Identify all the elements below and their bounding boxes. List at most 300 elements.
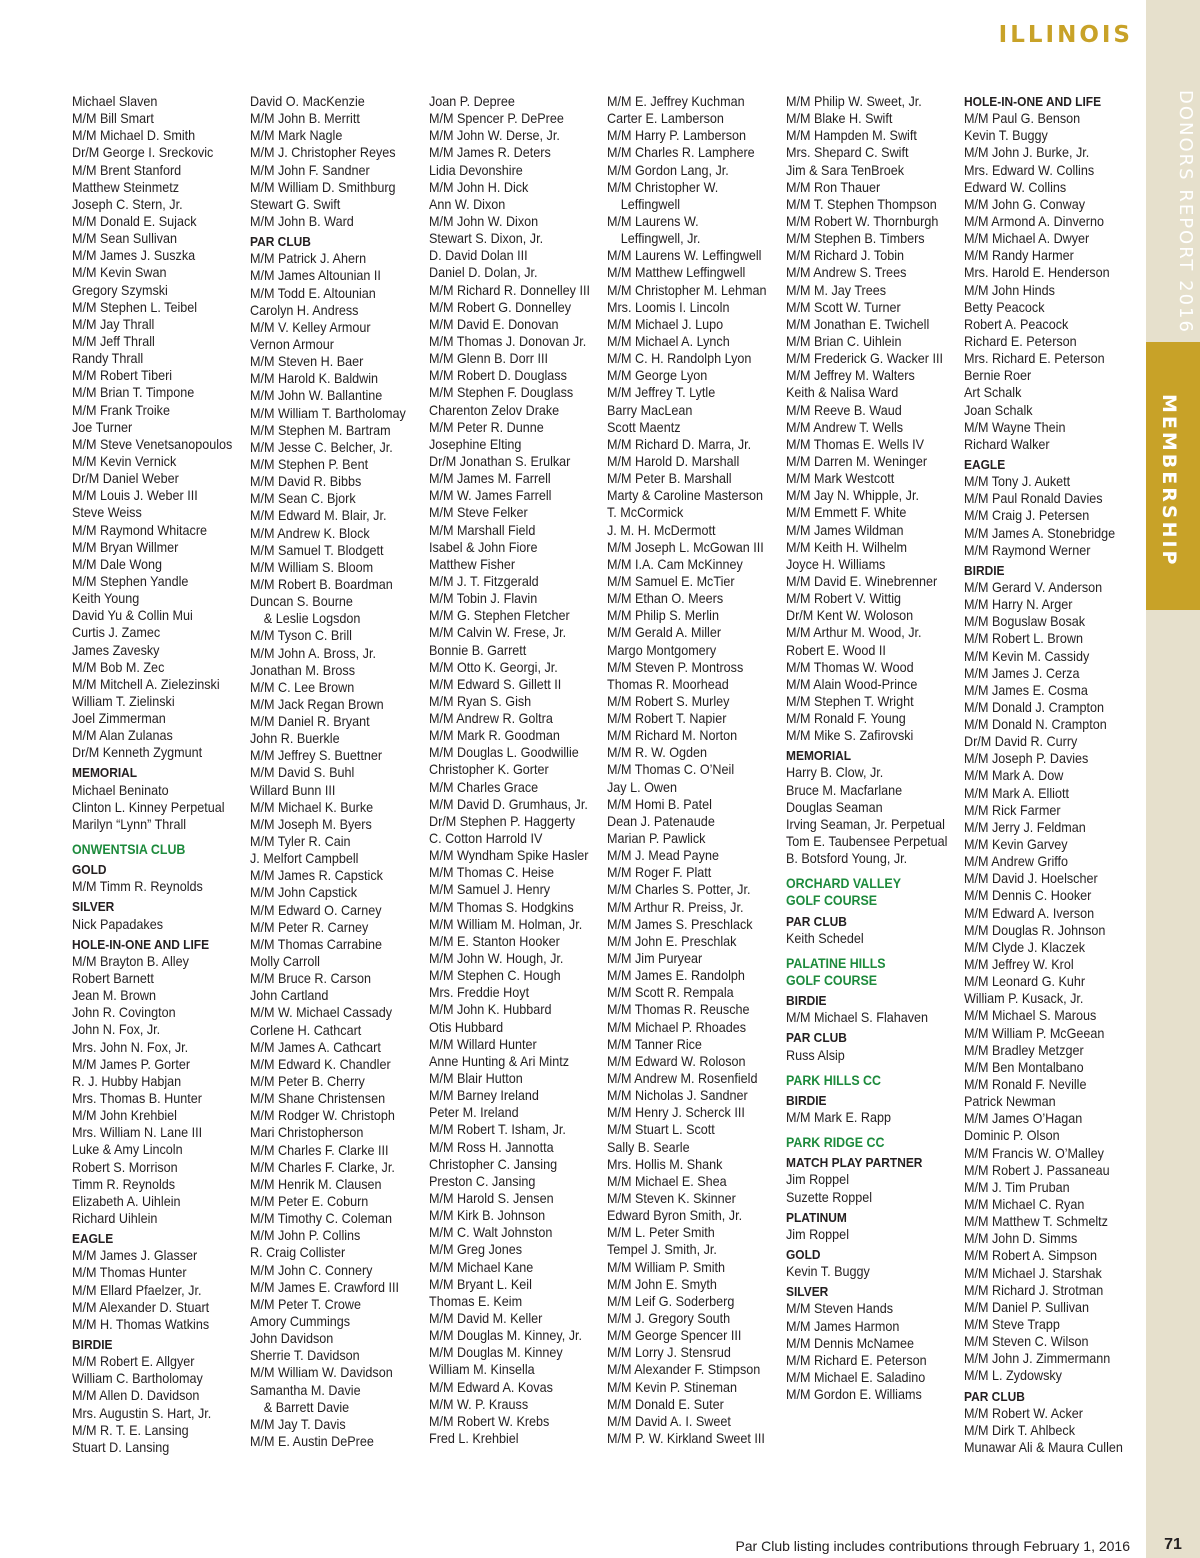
donor-name: Bruce M. Macfarlane — [786, 782, 903, 798]
donor-name: M/M Frederick G. Wacker III — [786, 351, 943, 367]
donor-name: Mrs. Augustin S. Hart, Jr. — [72, 1405, 212, 1421]
section-heading: MEMORIAL — [786, 748, 852, 764]
donor-name: Thomas E. Keim — [429, 1293, 523, 1309]
donor-name: Jean M. Brown — [72, 988, 156, 1004]
donor-name: M/M David S. Buhl — [250, 765, 355, 781]
donor-name: M/M Leif G. Soderberg — [607, 1293, 735, 1309]
donor-name: Scott Maentz — [607, 419, 681, 435]
donor-name: Keith Schedel — [786, 930, 864, 946]
donor-name: M/M Brayton B. Alley — [72, 953, 189, 969]
donor-name: M/M C. Lee Brown — [250, 679, 355, 695]
donor-name: Dr/M Kenneth Zygmunt — [72, 745, 203, 761]
section-heading: GOLD — [786, 1247, 821, 1262]
section-heading: MEMORIAL — [72, 765, 138, 781]
donor-name: M/M Steve Felker — [429, 505, 528, 521]
donor-name: M/M John H. Dick — [429, 179, 529, 195]
donor-name: Fred L. Krehbiel — [429, 1430, 519, 1446]
donor-name: M/M J. Christopher Reyes — [250, 145, 396, 161]
donor-name: M/M Bob M. Zec — [72, 659, 165, 675]
donor-name: Samantha M. Davie — [250, 1382, 361, 1398]
donor-name: M/M J. Mead Payne — [607, 848, 719, 864]
section-heading: EAGLE — [72, 1231, 114, 1247]
donor-name: M/M Daniel R. Bryant — [250, 714, 370, 730]
donor-name: M/M R. T. E. Lansing — [72, 1422, 189, 1438]
donor-name: M/M Harold K. Baldwin — [250, 371, 379, 387]
donor-name: M/M Edward A. Kovas — [429, 1379, 553, 1395]
donor-name: M/M Charles S. Potter, Jr. — [607, 882, 751, 898]
donor-name: Marian P. Pawlick — [607, 831, 706, 847]
donor-name: Robert E. Wood II — [786, 642, 886, 658]
donor-name: & Leslie Logsdon — [263, 611, 361, 627]
donor-name: M/M Tyler R. Cain — [250, 834, 351, 850]
donor-name: Curtis J. Zamec — [72, 625, 161, 641]
donor-name: M/M Thomas Carrabine — [250, 936, 383, 952]
donor-name: M/M Stephen Yandle — [72, 573, 189, 589]
donor-name: M/M James A. Cathcart — [250, 1039, 381, 1055]
donor-name: M/M Thomas E. Wells IV — [786, 436, 925, 452]
donor-name: Irving Seaman, Jr. Perpetual — [786, 816, 945, 832]
donor-name: M/M John W. Derse, Jr. — [429, 128, 560, 144]
donor-name: M/M Jeff Thrall — [72, 333, 155, 349]
donor-name: M/M Kevin Vernick — [72, 453, 177, 469]
donor-name: Mrs. Freddie Hoyt — [429, 985, 530, 1001]
donor-name: M/M Edward W. Roloson — [607, 1053, 746, 1069]
donor-name: M/M William W. Davidson — [250, 1365, 393, 1381]
donor-name: M/M Michael D. Smith — [72, 128, 196, 144]
donor-column-3 — [429, 93, 601, 1447]
donor-name: M/M Blake H. Swift — [786, 111, 893, 127]
donor-name: M/M Steve Venetsanopoulos — [72, 436, 233, 452]
page-number: 71 — [1164, 1536, 1182, 1553]
donor-name: Richard Walker — [964, 436, 1050, 452]
donor-name: M/M Reeve B. Waud — [786, 402, 902, 418]
donor-name: Edward W. Collins — [964, 179, 1067, 195]
donor-column-1 — [72, 93, 242, 1456]
donor-name: M/M Stephen B. Timbers — [786, 231, 925, 247]
donor-name: Dr/M George I. Sreckovic — [72, 145, 214, 161]
donor-name: J. M. H. McDermott — [607, 522, 716, 538]
donor-name: Mrs. William N. Lane III — [72, 1125, 203, 1141]
donor-name: M/M James S. Preschlack — [607, 916, 753, 932]
donor-name: M/M John W. Dixon — [429, 213, 539, 229]
donor-name: M/M Jay Thrall — [72, 316, 155, 332]
donor-name: Robert S. Morrison — [72, 1159, 178, 1175]
donor-name: M/M Robert L. Brown — [964, 631, 1083, 647]
donor-name: M/M Richard R. Donnelley III — [429, 282, 590, 298]
donor-name: M/M Wyndham Spike Hasler — [429, 848, 589, 864]
donor-name: Stewart G. Swift — [250, 196, 341, 212]
donor-name: M/M Michael K. Burke — [250, 799, 374, 815]
section-heading: HOLE-IN-ONE AND LIFE — [72, 936, 210, 952]
donor-name: M/M William S. Bloom — [250, 559, 374, 575]
donor-name: M/M Jim Puryear — [607, 951, 703, 967]
donor-name: M/M Scott W. Turner — [786, 299, 901, 315]
donor-name: Robert A. Peacock — [964, 316, 1069, 332]
donor-name: M/M Jeffrey M. Walters — [786, 368, 915, 384]
donor-name: T. McCormick — [607, 505, 684, 521]
donor-name: M/M I.A. Cam McKinney — [607, 556, 743, 572]
donor-name: Margo Montgomery — [607, 642, 717, 658]
donor-name: Matthew Fisher — [429, 556, 516, 572]
donor-name: M/M Thomas Hunter — [72, 1265, 187, 1281]
donor-name: John Davidson — [250, 1331, 334, 1347]
donor-name: M/M Mark E. Rapp — [786, 1110, 891, 1126]
donor-name: M/M Michael J. Lupo — [607, 316, 724, 332]
donor-name: M/M Leonard G. Kuhr — [964, 974, 1086, 990]
donor-name: Kevin T. Buggy — [786, 1264, 870, 1280]
donor-name: M/M James E. Crawford III — [250, 1279, 400, 1295]
donor-name: M/M Steven C. Wilson — [964, 1334, 1089, 1350]
donor-name: M/M William D. Smithburg — [250, 179, 396, 195]
donor-name: Kevin T. Buggy — [964, 128, 1048, 144]
donor-name: M/M Donald N. Crampton — [964, 717, 1107, 733]
donor-name: M/M Richard M. Norton — [607, 728, 738, 744]
donor-name: Otis Hubbard — [429, 1019, 504, 1035]
donor-name: M/M Francis W. O’Malley — [964, 1145, 1104, 1161]
donor-name: M/M Ron Thauer — [786, 179, 881, 195]
donor-column-2 — [250, 93, 422, 1450]
donor-name: M/M James R. Deters — [429, 145, 551, 161]
donor-name: M/M Jesse C. Belcher, Jr. — [250, 439, 393, 455]
donor-name: M/M Brent Stanford — [72, 162, 182, 178]
club-heading: GOLF COURSE — [786, 893, 878, 909]
donor-name: M/M Steve Trapp — [964, 1316, 1060, 1332]
donor-name: M/M Christopher W. — [607, 179, 719, 195]
donor-name: M/M Otto K. Georgi, Jr. — [429, 659, 558, 675]
donor-name: M/M Donald J. Crampton — [964, 699, 1104, 715]
donor-name: M/M J. Tim Pruban — [964, 1179, 1070, 1195]
donor-name: M/M John Krehbiel — [72, 1108, 177, 1124]
donor-name: M/M Andrew S. Trees — [786, 265, 907, 281]
donor-name: M/M Roger F. Platt — [607, 865, 712, 881]
donor-name: M/M Philip S. Merlin — [607, 608, 719, 624]
donor-name: M/M Robert V. Wittig — [786, 591, 901, 607]
donor-name: Willard Bunn III — [250, 782, 336, 798]
donor-name: M/M David E. Donovan — [429, 316, 559, 332]
donor-name: M/M Daniel P. Sullivan — [964, 1299, 1090, 1315]
section-heading: PLATINUM — [786, 1209, 847, 1225]
donor-name: M/M Peter B. Marshall — [607, 471, 732, 487]
donor-name: M/M C. Walt Johnston — [429, 1225, 553, 1241]
donor-name: M/M James Wildman — [786, 522, 904, 538]
section-heading: PAR CLUB — [786, 1030, 847, 1046]
donor-name: M/M William P. Smith — [607, 1259, 726, 1275]
donor-name: Molly Carroll — [250, 954, 320, 970]
donor-name: M/M Andrew K. Block — [250, 525, 370, 541]
donor-name: Sally B. Searle — [607, 1139, 690, 1155]
donor-name: M/M Emmett F. White — [786, 505, 907, 521]
donor-name: M/M Paul G. Benson — [964, 111, 1081, 127]
donor-name: M/M Wayne Thein — [964, 419, 1066, 435]
donor-name: M/M Alan Zulanas — [72, 728, 173, 744]
donor-name: M/M Robert J. Passaneau — [964, 1162, 1110, 1178]
donor-name: M/M Marshall Field — [429, 522, 536, 538]
donor-name: M/M Douglas R. Johnson — [964, 922, 1106, 938]
donor-name: Carter E. Lamberson — [607, 111, 724, 127]
donor-name: William C. Bartholomay — [72, 1371, 203, 1387]
donor-name: M/M John C. Connery — [250, 1262, 373, 1278]
donor-name: M/M Sean C. Bjork — [250, 491, 356, 507]
donor-name: M/M Thomas S. Hodgkins — [429, 899, 574, 915]
donor-name: M/M Nicholas J. Sandner — [607, 1088, 748, 1104]
donor-name: M/M John A. Bross, Jr. — [250, 645, 376, 661]
donor-name: M/M Samuel J. Henry — [429, 882, 551, 898]
donor-name: M/M Jeffrey W. Krol — [964, 957, 1074, 973]
donor-name: M/M Michael S. Flahaven — [786, 1010, 929, 1026]
donor-name: Richard Uihlein — [72, 1211, 158, 1226]
donor-name: M/M Peter E. Coburn — [250, 1194, 369, 1209]
club-heading: ONWENTSIA CLUB — [72, 842, 186, 858]
donor-name: M/M Steven K. Skinner — [607, 1191, 736, 1206]
donor-name: M/M Samuel T. Blodgett — [250, 542, 384, 558]
donor-name: M/M Bruce R. Carson — [250, 971, 372, 987]
donor-name: M/M Frank Troike — [72, 402, 170, 418]
donor-name: M/M Stephen C. Hough — [429, 968, 561, 984]
donor-name: M/M Edward M. Blair, Jr. — [250, 508, 387, 524]
donor-name: Edward Byron Smith, Jr. — [607, 1208, 743, 1224]
donor-name: Stewart S. Dixon, Jr. — [429, 231, 544, 247]
donor-name: David Yu & Collin Mui — [72, 608, 193, 624]
donor-name: M/M John E. Preschlak — [607, 933, 737, 949]
donor-name: M/M Laurens W. Leffingwell — [607, 248, 762, 264]
donor-name: M/M T. Stephen Thompson — [786, 196, 937, 212]
donor-name: M/M David R. Bibbs — [250, 474, 362, 490]
donor-name: M/M Alain Wood-Prince — [786, 676, 918, 692]
donor-name: Mrs. Richard E. Peterson — [964, 351, 1105, 367]
donor-name: M/M Richard J. Strotman — [964, 1282, 1104, 1298]
donor-name: Gregory Szymski — [72, 282, 168, 298]
donor-name: M/M Andrew M. Rosenfield — [607, 1071, 758, 1087]
donor-name: M/M Michael E. Saladino — [786, 1369, 926, 1385]
donor-name: Vernon Armour — [250, 336, 335, 352]
donor-name: M/M L. Peter Smith — [607, 1225, 715, 1241]
donor-name: M/M Edward O. Carney — [250, 902, 382, 918]
donor-name: M/M Gerald A. Miller — [607, 625, 722, 641]
donor-name: M/M Tony J. Aukett — [964, 474, 1071, 490]
donor-name: M/M Armond A. Dinverno — [964, 213, 1104, 229]
donor-name: Ann W. Dixon — [429, 196, 506, 212]
donor-name: M/M E. Austin DePree — [250, 1433, 374, 1449]
donor-name: M/M John D. Simms — [964, 1231, 1078, 1247]
donor-name: M/M Patrick J. Ahern — [250, 251, 367, 267]
donor-name: M/M Robert T. Napier — [607, 711, 727, 727]
donor-name: Joan Schalk — [964, 402, 1033, 418]
donor-name: M/M John B. Ward — [250, 213, 354, 229]
donor-name: M/M Thomas C. O’Neil — [607, 762, 735, 778]
donor-name: M/M Craig J. Petersen — [964, 508, 1090, 524]
donor-name: M/M Jerry J. Feldman — [964, 819, 1086, 835]
section-heading: PAR CLUB — [964, 1388, 1025, 1404]
donor-name: M/M John J. Burke, Jr. — [964, 145, 1090, 161]
donor-name: M/M Alexander D. Stuart — [72, 1299, 210, 1315]
donor-name: M/M Timm R. Reynolds — [72, 879, 203, 895]
donor-name: Harry B. Clow, Jr. — [786, 765, 884, 781]
donor-name: Christopher C. Jansing — [429, 1156, 558, 1172]
donor-name: M/M Shane Christensen — [250, 1091, 386, 1107]
donor-name: M/M J. T. Fitzgerald — [429, 573, 539, 589]
donor-name: M/M Mark R. Goodman — [429, 728, 560, 744]
donor-name: Joseph C. Stern, Jr. — [72, 196, 183, 212]
donor-name: Jim Roppel — [786, 1226, 849, 1242]
donor-name: M/M David D. Grumhaus, Jr. — [429, 796, 588, 812]
donor-name: Barry MacLean — [607, 402, 693, 418]
donor-name: M/M James O’Hagan — [964, 1111, 1083, 1127]
section-heading: MATCH PLAY PARTNER — [786, 1155, 923, 1171]
donor-name: R. Craig Collister — [250, 1245, 346, 1261]
donor-name: M/M Darren M. Weninger — [786, 453, 928, 469]
donor-name: M/M Joseph M. Byers — [250, 816, 372, 832]
donor-name: M/M C. H. Randolph Lyon — [607, 351, 752, 367]
donor-name: M/M Mitchell A. Zielezinski — [72, 676, 220, 692]
donor-name: Dr/M Kent W. Woloson — [786, 608, 914, 624]
donor-name: Josephine Elting — [429, 436, 522, 452]
donor-name: M/M Henrik M. Clausen — [250, 1176, 382, 1192]
section-heading: BIRDIE — [964, 562, 1005, 578]
donor-name: M/M Ronald F. Neville — [964, 1077, 1087, 1093]
donor-name: M/M H. Thomas Watkins — [72, 1316, 210, 1332]
donor-name: Preston C. Jansing — [429, 1173, 536, 1189]
donor-name: Betty Peacock — [964, 299, 1045, 315]
membership-tab-label: MEMBERSHIP — [1158, 394, 1180, 568]
donor-name: M/M Richard E. Peterson — [786, 1352, 927, 1368]
donor-name: Jonathan M. Bross — [250, 662, 355, 678]
donor-column-4 — [607, 93, 779, 1447]
donor-name: M/M Bill Smart — [72, 111, 154, 127]
donor-name: M/M Gordon Lang, Jr. — [607, 162, 729, 178]
donor-name: M/M Jay N. Whipple, Jr. — [786, 488, 919, 504]
donor-name: Suzette Roppel — [786, 1189, 873, 1205]
donor-name: Art Schalk — [964, 385, 1022, 401]
donor-name: M/M Jeffrey T. Lytle — [607, 385, 716, 401]
donor-name: M/M Edward S. Gillett II — [429, 676, 562, 692]
donor-name: M/M Thomas J. Donovan Jr. — [429, 333, 587, 349]
donor-name: John R. Covington — [72, 1005, 176, 1021]
donor-name: M/M Steven H. Baer — [250, 354, 364, 370]
donor-name: Duncan S. Bourne — [250, 594, 353, 610]
club-heading: ORCHARD VALLEY — [786, 876, 902, 892]
donor-name: M/M Arthur M. Wood, Jr. — [786, 625, 922, 641]
donor-name: Joel Zimmerman — [72, 711, 166, 727]
donor-name: M/M Glenn B. Dorr III — [429, 351, 548, 367]
donor-name: M/M John W. Ballantine — [250, 388, 383, 404]
section-heading: HOLE-IN-ONE AND LIFE — [964, 94, 1102, 109]
donor-name: M/M Robert E. Allgyer — [72, 1354, 195, 1370]
donor-name: M/M Ross H. Jannotta — [429, 1139, 554, 1155]
donor-name: Charenton Zelov Drake — [429, 402, 560, 418]
donor-name: B. Botsford Young, Jr. — [786, 851, 908, 867]
donor-name: Isabel & John Fiore — [429, 539, 538, 555]
donor-name: M/M Greg Jones — [429, 1242, 523, 1258]
donor-name: M/M Michael A. Lynch — [607, 333, 730, 349]
donor-name: Russ Alsip — [786, 1047, 845, 1063]
donor-name: M/M James J. Glasser — [72, 1248, 198, 1264]
donor-name: M/M William P. McGeean — [964, 1025, 1105, 1041]
donor-name: M/M Joseph L. McGowan III — [607, 539, 764, 555]
donor-name: M/M Jack Regan Brown — [250, 696, 384, 712]
donor-name: M/M Stephen T. Wright — [786, 693, 914, 709]
donor-name: Carolyn H. Andress — [250, 302, 359, 318]
donor-name: Bernie Roer — [964, 368, 1032, 384]
donor-name: M/M Lorry J. Stensrud — [607, 1345, 731, 1361]
donor-name: Mrs. Hollis M. Shank — [607, 1156, 723, 1172]
membership-tab — [1146, 342, 1200, 610]
donor-name: M/M Michael C. Ryan — [964, 1197, 1085, 1212]
donor-name: M/M Robert W. Krebs — [429, 1413, 550, 1429]
section-heading: BIRDIE — [72, 1336, 113, 1352]
donor-name: M/M W. James Farrell — [429, 488, 552, 504]
donor-column-5 — [786, 93, 958, 1403]
donor-name: M/M R. W. Ogden — [607, 745, 708, 761]
donor-name: M/M Matthew T. Schmeltz — [964, 1214, 1108, 1230]
donor-name: Munawar Ali & Maura Cullen — [964, 1439, 1123, 1455]
donor-name: M/M James M. Farrell — [429, 471, 551, 487]
donor-name: M/M Blair Hutton — [429, 1071, 523, 1087]
donor-name: M/M Spencer P. DePree — [429, 111, 564, 127]
donor-name: M/M Tanner Rice — [607, 1036, 702, 1052]
donor-name: M/M Donald E. Suter — [607, 1396, 724, 1412]
donor-name: M/M Edward K. Chandler — [250, 1056, 391, 1072]
donor-name: M/M Mark Nagle — [250, 128, 343, 144]
donor-name: M/M Bryant L. Keil — [429, 1276, 532, 1292]
donor-name: M/M Richard D. Marra, Jr. — [607, 436, 752, 452]
donor-name: M/M Tobin J. Flavin — [429, 591, 538, 607]
donor-name: M/M James E. Cosma — [964, 682, 1088, 698]
donor-name: Steve Weiss — [72, 505, 142, 521]
donor-name: M/M Jeffrey S. Buettner — [250, 748, 383, 764]
donor-name: M/M Arthur R. Preiss, Jr. — [607, 899, 744, 915]
donor-name: Timm R. Reynolds — [72, 1176, 176, 1192]
donor-name: M/M Michael P. Rhoades — [607, 1019, 747, 1035]
donor-name: John R. Buerkle — [250, 731, 340, 747]
donor-name: Tempel J. Smith, Jr. — [607, 1242, 717, 1258]
donor-name: M/M James Harmon — [786, 1318, 900, 1334]
donor-name: M/M Richard J. Tobin — [786, 248, 905, 264]
donor-name: Amory Cummings — [250, 1313, 351, 1329]
donor-name: M/M Peter R. Carney — [250, 919, 369, 935]
donor-name: Dr/M David R. Curry — [964, 734, 1078, 750]
donor-name: M/M John F. Sandner — [250, 162, 370, 178]
donor-name: M/M E. Stanton Hooker — [429, 933, 560, 949]
donor-name: M/M John E. Smyth — [607, 1276, 717, 1292]
donor-name: M/M Philip W. Sweet, Jr. — [786, 94, 922, 109]
donor-name: M/M Edward A. Iverson — [964, 905, 1095, 921]
donor-name: M/M Kevin Swan — [72, 265, 167, 281]
donor-name: Dr/M Daniel Weber — [72, 471, 179, 487]
donor-name: M/M Bryan Willmer — [72, 539, 179, 555]
donor-column-6 — [964, 93, 1136, 1456]
donor-name: J. Melfort Campbell — [250, 851, 359, 867]
donor-name: M/M G. Stephen Fletcher — [429, 608, 570, 624]
donor-name: Michael Slaven — [72, 94, 158, 109]
donor-name: M/M Mike S. Zafirovski — [786, 728, 914, 744]
donor-name: M/M George Spencer III — [607, 1328, 742, 1344]
donor-name: M/M Charles Grace — [429, 779, 539, 795]
donor-name: M/M Willard Hunter — [429, 1036, 537, 1052]
donor-name: William P. Kusack, Jr. — [964, 991, 1084, 1007]
donor-name: Tom E. Taubensee Perpetual — [786, 834, 948, 850]
donor-name: M/M Michael E. Shea — [607, 1173, 727, 1189]
donor-name: M/M Douglas M. Kinney — [429, 1345, 563, 1361]
donor-name: Mari Christopherson — [250, 1125, 364, 1141]
donor-name: M/M Michael A. Dwyer — [964, 231, 1090, 247]
donor-name: M/M Kevin P. Stineman — [607, 1379, 737, 1395]
donor-name: M/M Ellard Pfaelzer, Jr. — [72, 1282, 202, 1298]
donor-name: Marty & Caroline Masterson — [607, 488, 764, 504]
donor-name: M/M Robert T. Isham, Jr. — [429, 1122, 566, 1138]
donor-name: Jay L. Owen — [607, 779, 677, 795]
donor-name: Dean J. Patenaude — [607, 813, 715, 829]
donor-name: Luke & Amy Lincoln — [72, 1142, 183, 1158]
